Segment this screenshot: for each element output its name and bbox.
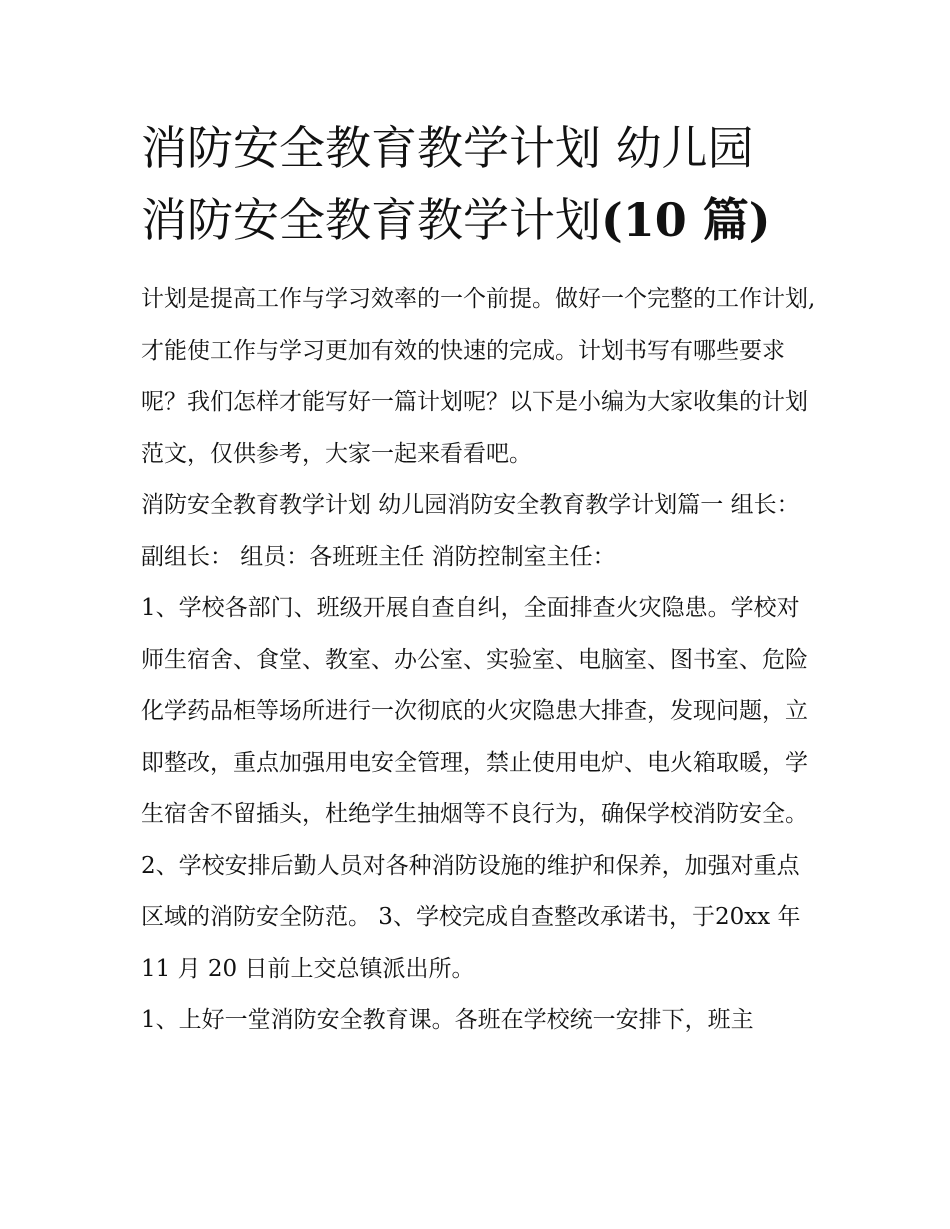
title-line-2 <box>141 184 821 256</box>
paragraph-item-1: 1、学校各部门、班级开展自查自纠，全面排查火灾隐患。学校对师生宿舍、食堂、教室、办公室、实验室、电脑室、图书室、危险化学药品柜等场所进行一次彻底的火灾隐患大排查，发现问题，立即整改，重点加强用电安全管理，禁止使用电炉、电火箱取暖，学生宿舍不留插头，杜绝学生抽烟等不良行为，确保学校消防安全。 <box>141 595 808 827</box>
paragraph-item-2: 2、学校安排后勤人员对各种消防设施的维护和保养，加强对重点区域的消防安全防范。 3、学校完成自查整改承诺书，于20xx 年 11 月 20 日前上交总镇派出所。 <box>141 852 801 982</box>
title-line-1: 消防安全教育教学计划 幼儿园 <box>141 121 754 175</box>
title-line-2-text: 消防安全教育教学计划 <box>141 193 601 247</box>
document-title <box>141 112 821 256</box>
title-count: (10 篇) <box>601 193 771 247</box>
document-content <box>141 112 821 1047</box>
paragraph-item-3: 1、上好一堂消防安全教育课。各班在学校统一安排下，班主 <box>141 1007 754 1033</box>
paragraph-intro: 计划是提高工作与学习效率的一个前提。做好一个完整的工作计划,才能使工作与学习更加有效的快速的完成。计划书写有哪些要求呢？我们怎样才能写好一篇计划呢？以下是小编为大家收集的计划范文，仅供参考，大家一起来看看吧。 <box>141 286 816 467</box>
paragraph-organization: 消防安全教育教学计划 幼儿园消防安全教育教学计划篇一 组长： 副组长： 组员：各班班主任 消防控制室主任： <box>141 492 800 570</box>
